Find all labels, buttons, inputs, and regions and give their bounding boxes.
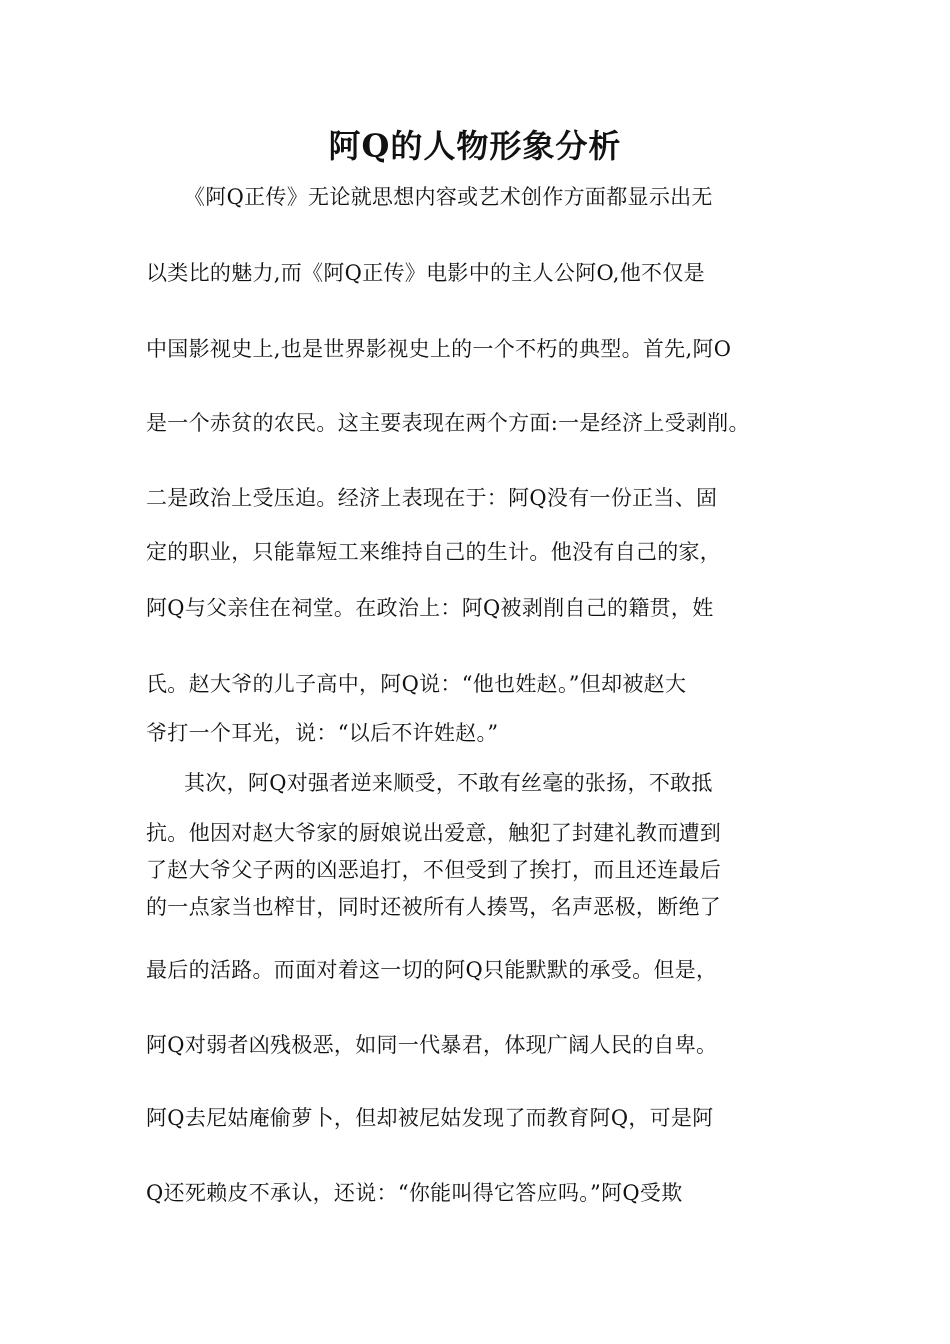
paragraph-line: 氏。赵大爷的儿子高中，阿Q说：“他也姓赵。”但却被赵大 <box>146 672 687 696</box>
document-title: 阿Q的人物形象分析 <box>328 127 622 165</box>
paragraph-line: 以类比的魅力,而《阿Q正传》电影中的主人公阿O,他不仅是 <box>146 261 705 285</box>
paragraph-line: 最后的活路。而面对着这一切的阿Q只能默默的承受。但是， <box>146 958 718 982</box>
paragraph-line: 阿Q去尼姑庵偷萝卜，但却被尼姑发现了而教育阿Q，可是阿 <box>146 1106 714 1130</box>
paragraph-line: 了赵大爷父子两的凶恶追打，不但受到了挨打，而且还连最后 <box>146 858 722 882</box>
paragraph-line: 的一点家当也榨甘，同时还被所有人揍骂，名声恶极，断绝了 <box>146 895 722 919</box>
paragraph-line: 《阿Q正传》无论就思想内容或艺术创作方面都显示出无 <box>184 185 713 209</box>
paragraph-line: Q还死赖皮不承认，还说：“你能叫得它答应吗。”阿Q受欺 <box>146 1181 683 1205</box>
paragraph-line: 其次，阿Q对强者逆来顺受，不敢有丝毫的张扬，不敢抵 <box>184 771 713 795</box>
paragraph-line: 是一个赤贫的农民。这主要表现在两个方面:一是经济上受剥削。 <box>146 411 750 435</box>
paragraph-line: 阿Q与父亲住在祠堂。在政治上：阿Q被剥削自己的籍贯，姓 <box>146 596 714 620</box>
paragraph-line: 二是政治上受压迫。经济上表现在于：阿Q没有一份正当、固 <box>146 486 718 510</box>
paragraph-line: 抗。他因对赵大爷家的厨娘说出爱意，触犯了封建礼教而遭到 <box>146 821 722 845</box>
paragraph-line: 爷打一个耳光，说：“以后不许姓赵。” <box>146 721 499 745</box>
paragraph-line: 阿Q对弱者凶残极恶，如同一代暴君，体现广阔人民的自卑。 <box>146 1033 718 1057</box>
paragraph-line: 中国影视史上,也是世界影视史上的一个不朽的典型。首先,阿O <box>146 337 732 361</box>
paragraph-line: 定的职业，只能靠短工来维持自己的生计。他没有自己的家， <box>146 540 722 564</box>
